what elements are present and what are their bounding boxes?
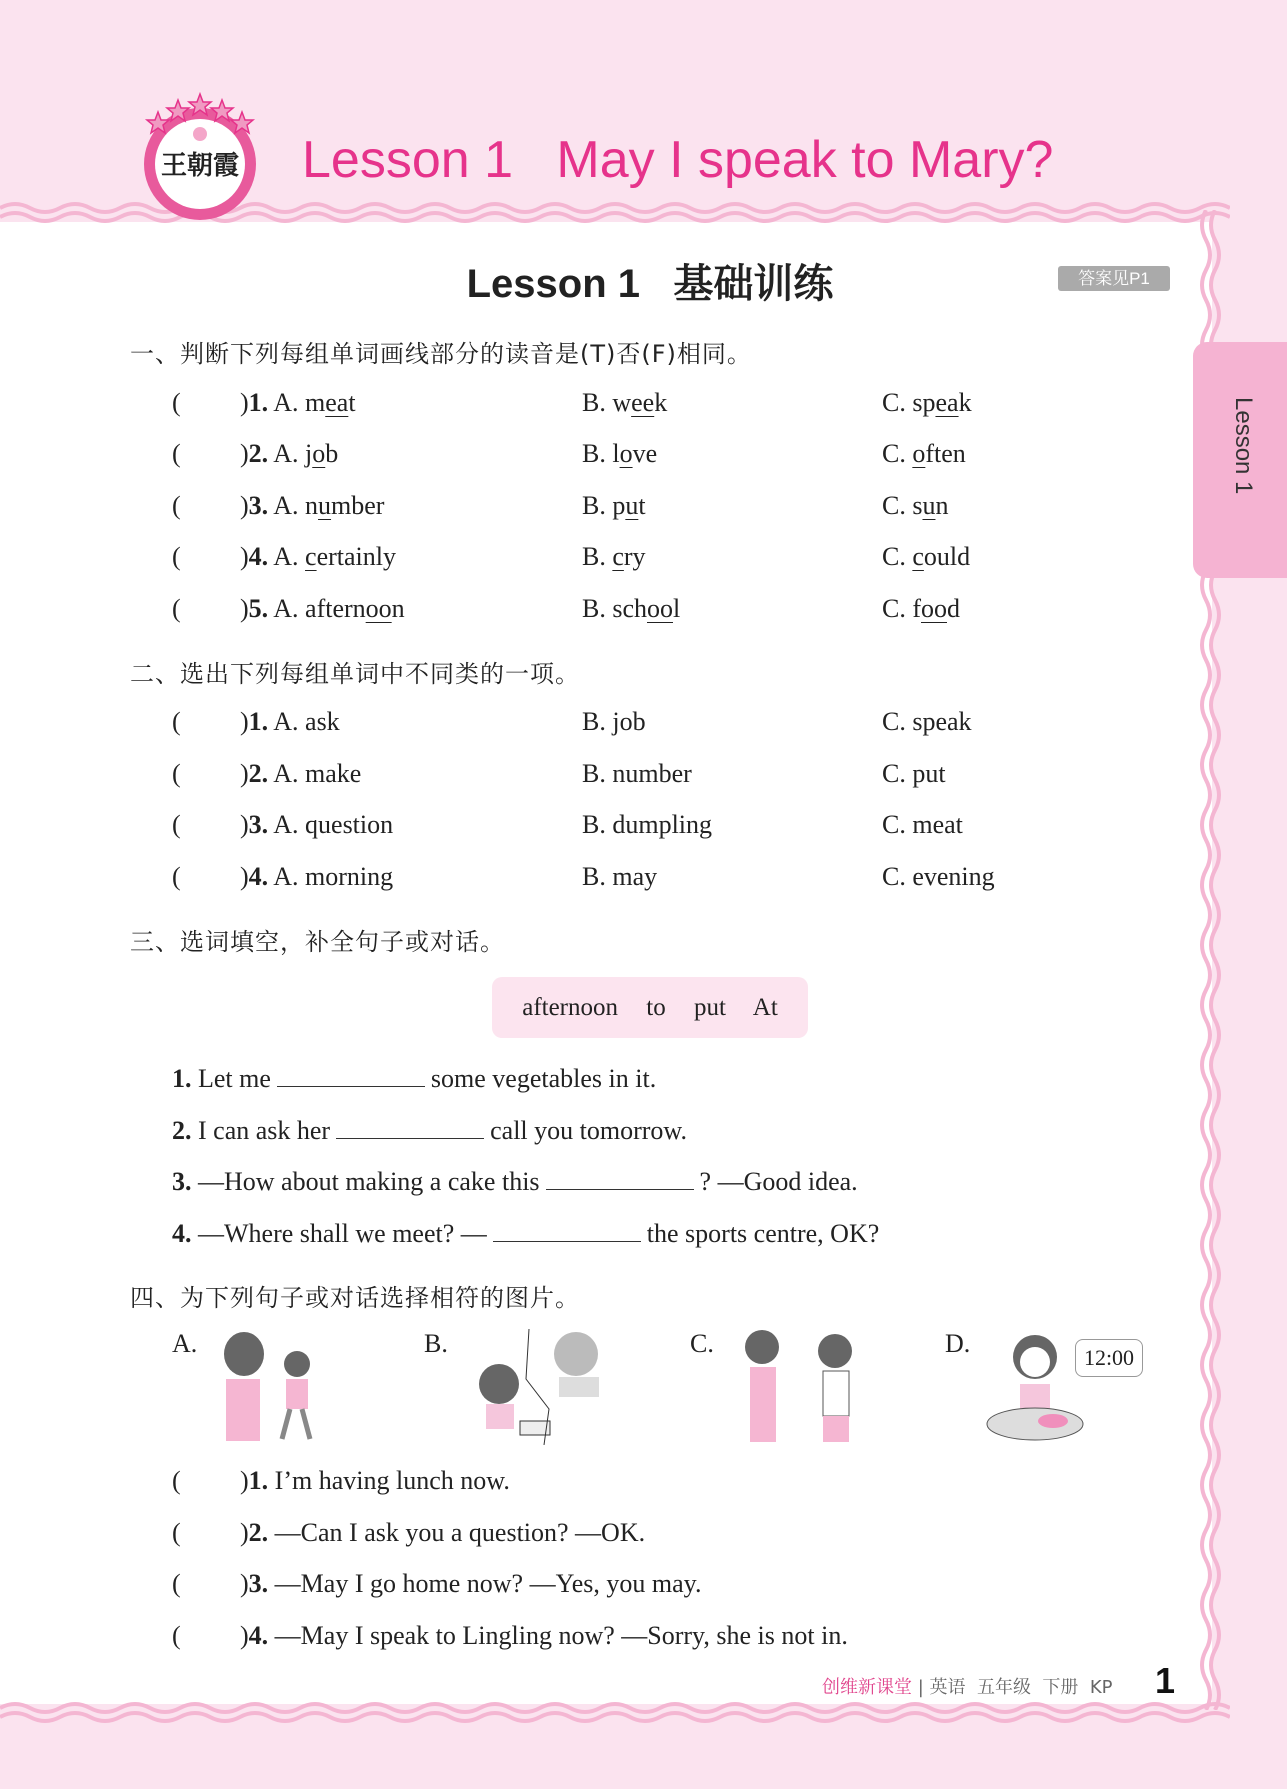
page-number: 1 (1155, 1660, 1176, 1701)
question-row (172, 1518, 1072, 1552)
section4-heading: 四、为下列句子或对话选择相符的图片。 (130, 1284, 580, 1312)
fill-blank-sentence: 4. —Where shall we meet? — the sports centre, OK? (172, 1218, 880, 1248)
option-b: B. may (582, 861, 658, 891)
question-row (172, 388, 1072, 422)
question-row (172, 707, 1072, 741)
question-row (172, 542, 1072, 576)
fill-blank-sentence: 3. —How about making a cake this ? —Good idea. (172, 1167, 858, 1196)
section-subtitle: Lesson 1 基础训练 (466, 262, 834, 306)
answer-paren-open[interactable]: ( (172, 388, 181, 417)
option-b: B. put (582, 490, 646, 520)
side-tab-lesson[interactable] (1193, 342, 1287, 578)
answer-reference-badge: 答案见P1 (1058, 266, 1170, 291)
question-row (172, 594, 1072, 628)
option-a: )1. A. meat (240, 388, 356, 417)
option-c: C. put (882, 758, 946, 788)
option-a: )2. A. make (240, 758, 362, 788)
answer-blank[interactable] (336, 1115, 484, 1139)
option-b: B. school (582, 593, 681, 623)
picture-c: C. (690, 1329, 870, 1445)
question-row (172, 759, 1072, 793)
section1-heading: 一、判断下列每组单词画线部分的读音是(T)否(F)相同。 (130, 340, 752, 368)
option-c: C. meat (882, 810, 963, 839)
fill-blank-sentence: 2. I can ask her call you tomorrow. (172, 1115, 687, 1145)
question-row (172, 439, 1072, 473)
answer-blank[interactable] (493, 1218, 641, 1242)
option-a: )3. A. number (240, 490, 385, 520)
option-c: C. food (882, 593, 960, 623)
answer-paren-open[interactable]: ( (172, 1569, 181, 1598)
option-c: C. often (882, 439, 966, 469)
answer-paren-open[interactable]: ( (172, 707, 181, 736)
answer-paren-open[interactable]: ( (172, 542, 181, 572)
option-b: B. job (582, 707, 646, 736)
option-b: B. week (582, 388, 668, 417)
option-c: C. evening (882, 861, 995, 891)
lesson-title: Lesson 1 May I speak to Mary? (302, 131, 1054, 189)
option-b: B. number (582, 758, 692, 788)
option-c: C. could (882, 542, 971, 572)
answer-paren-open[interactable]: ( (172, 1620, 181, 1650)
option-a: )3. A. question (240, 810, 394, 839)
girl-asking-woman-illustration (730, 1329, 880, 1445)
question-row (172, 1466, 1072, 1500)
option-c: C. speak (882, 707, 972, 736)
question-row (172, 862, 1072, 896)
footer-info: 创维新课堂 | 英语 五年级 下册 KP (822, 1677, 1113, 1698)
option-a: )4. A. morning (240, 861, 394, 891)
fill-blank-sentence: 1. Let me some vegetables in it. (172, 1064, 657, 1093)
option-c: C. speak (882, 388, 972, 417)
clock-label: 12:00 (1075, 1339, 1143, 1377)
section3-heading: 三、选词填空，补全句子或对话。 (130, 928, 505, 956)
option-a: )5. A. afternoon (240, 593, 405, 623)
picture-b: B. (424, 1329, 604, 1445)
question-text: )3. —May I go home now? —Yes, you may. (240, 1569, 702, 1598)
option-a: )2. A. job (240, 439, 339, 469)
phone-call-illustration (464, 1329, 624, 1445)
brand-logo (140, 92, 260, 222)
question-row (172, 491, 1072, 525)
answer-paren-open[interactable]: ( (172, 490, 181, 520)
question-row (172, 1621, 1072, 1655)
answer-paren-open[interactable]: ( (172, 758, 181, 788)
word-bank: afternoon to put At (492, 977, 808, 1038)
question-text: )2. —Can I ask you a question? —OK. (240, 1517, 646, 1547)
section2-heading: 二、选出下列每组单词中不同类的一项。 (130, 660, 580, 688)
option-a: )4. A. certainly (240, 542, 396, 572)
picture-a: A. (172, 1329, 332, 1445)
answer-paren-open[interactable]: ( (172, 1466, 181, 1495)
answer-paren-open[interactable]: ( (172, 1517, 181, 1547)
option-b: B. cry (582, 542, 646, 572)
option-c: C. sun (882, 490, 949, 520)
question-row (172, 810, 1072, 844)
girl-waving-to-boy-illustration (212, 1329, 332, 1445)
question-text: )4. —May I speak to Lingling now? —Sorry, she is not in. (240, 1620, 848, 1650)
answer-blank[interactable] (546, 1166, 694, 1190)
girl-eating-lunch-illustration (985, 1329, 1085, 1445)
answer-paren-open[interactable]: ( (172, 810, 181, 839)
side-tab-label: Lesson 1 (1230, 397, 1257, 495)
answer-blank[interactable] (277, 1063, 425, 1087)
option-a: )1. A. ask (240, 707, 340, 736)
bottom-wave-border (0, 1700, 1230, 1726)
option-b: B. dumpling (582, 810, 713, 839)
answer-paren-open[interactable]: ( (172, 439, 181, 469)
picture-d: D. 12:00 (945, 1329, 1145, 1445)
question-row (172, 1569, 1072, 1603)
svg-text:王朝霞: 王朝霞 (160, 151, 240, 181)
answer-paren-open[interactable]: ( (172, 861, 181, 891)
question-text: )1. I’m having lunch now. (240, 1466, 510, 1495)
option-b: B. love (582, 439, 658, 469)
answer-paren-open[interactable]: ( (172, 593, 181, 623)
